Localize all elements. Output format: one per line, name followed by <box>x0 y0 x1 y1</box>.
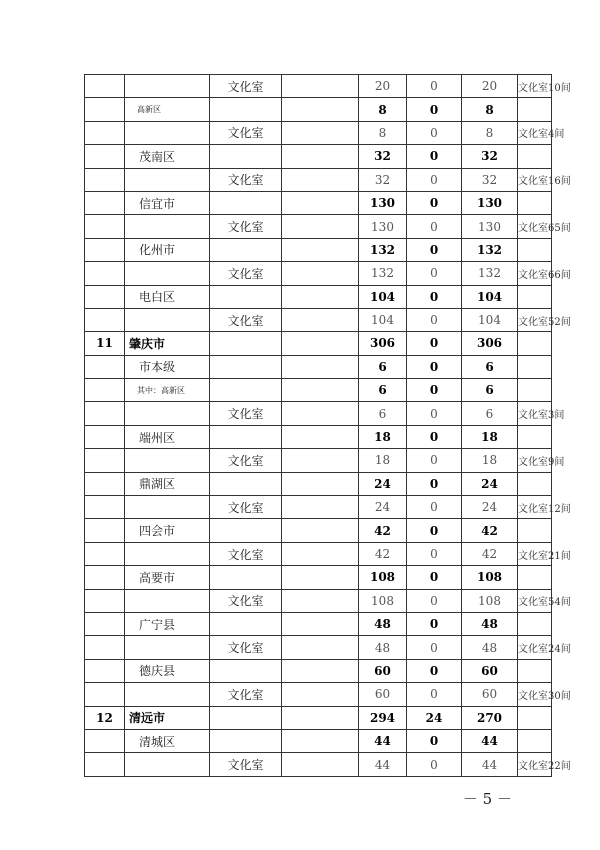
table-row <box>85 168 552 191</box>
row-number-cell <box>85 425 125 448</box>
total-cell: 6 <box>359 379 407 402</box>
remaining-cell: 6 <box>462 355 518 378</box>
blank-cell <box>282 121 359 144</box>
total-cell: 24 <box>359 472 407 495</box>
row-number-cell <box>85 75 125 98</box>
remaining-cell: 306 <box>462 332 518 355</box>
blank-cell <box>282 355 359 378</box>
item-type-cell <box>210 332 282 355</box>
total-cell: 130 <box>359 191 407 214</box>
blank-cell <box>282 566 359 589</box>
row-number-cell <box>85 683 125 706</box>
total-cell: 104 <box>359 285 407 308</box>
middle-value-cell: 0 <box>407 449 462 472</box>
table-row <box>85 145 552 168</box>
remaining-cell: 60 <box>462 683 518 706</box>
remaining-cell: 104 <box>462 285 518 308</box>
blank-cell <box>282 729 359 752</box>
note-cell <box>518 519 552 542</box>
region-name-cell: 德庆县 <box>125 659 210 682</box>
row-number-cell <box>85 215 125 238</box>
total-cell: 32 <box>359 145 407 168</box>
table-row <box>85 683 552 706</box>
row-number-cell <box>85 449 125 472</box>
region-name-cell <box>125 542 210 565</box>
region-name-cell <box>125 449 210 472</box>
remaining-cell: 130 <box>462 215 518 238</box>
item-type-cell <box>210 612 282 635</box>
middle-value-cell: 0 <box>407 636 462 659</box>
note-cell: 文化室66间 <box>518 262 552 285</box>
note-cell <box>518 98 552 121</box>
middle-value-cell: 0 <box>407 425 462 448</box>
blank-cell <box>282 612 359 635</box>
remaining-cell: 24 <box>462 496 518 519</box>
note-cell <box>518 659 552 682</box>
row-number-cell <box>85 168 125 191</box>
blank-cell <box>282 145 359 168</box>
row-number-cell: 11 <box>85 332 125 355</box>
table-row <box>85 285 552 308</box>
table-row <box>85 566 552 589</box>
region-name-cell <box>125 402 210 425</box>
item-type-cell: 文化室 <box>210 636 282 659</box>
remaining-cell: 104 <box>462 308 518 331</box>
blank-cell <box>282 215 359 238</box>
table-row <box>85 496 552 519</box>
region-name-cell <box>125 215 210 238</box>
middle-value-cell: 0 <box>407 753 462 776</box>
row-number-cell <box>85 589 125 612</box>
blank-cell <box>282 542 359 565</box>
remaining-cell: 132 <box>462 238 518 261</box>
middle-value-cell: 0 <box>407 542 462 565</box>
region-name-cell: 端州区 <box>125 425 210 448</box>
note-cell <box>518 145 552 168</box>
item-type-cell <box>210 566 282 589</box>
remaining-cell: 48 <box>462 636 518 659</box>
row-number-cell <box>85 379 125 402</box>
region-name-cell: 高新区 <box>125 98 210 121</box>
blank-cell <box>282 706 359 729</box>
blank-cell <box>282 753 359 776</box>
blank-cell <box>282 659 359 682</box>
region-name-cell: 其中：高新区 <box>125 379 210 402</box>
total-cell: 130 <box>359 215 407 238</box>
middle-value-cell: 0 <box>407 566 462 589</box>
item-type-cell: 文化室 <box>210 589 282 612</box>
total-cell: 294 <box>359 706 407 729</box>
allocation-table <box>84 74 571 777</box>
item-type-cell: 文化室 <box>210 308 282 331</box>
note-cell: 文化室54间 <box>518 589 552 612</box>
region-name-cell: 鼎湖区 <box>125 472 210 495</box>
total-cell: 42 <box>359 519 407 542</box>
remaining-cell: 270 <box>462 706 518 729</box>
middle-value-cell: 0 <box>407 612 462 635</box>
row-number-cell <box>85 472 125 495</box>
remaining-cell: 6 <box>462 379 518 402</box>
table-row <box>85 612 552 635</box>
row-number-cell <box>85 753 125 776</box>
note-cell: 文化室9间 <box>518 449 552 472</box>
row-number-cell <box>85 612 125 635</box>
note-cell: 文化室30间 <box>518 683 552 706</box>
row-number-cell <box>85 191 125 214</box>
middle-value-cell: 0 <box>407 355 462 378</box>
middle-value-cell: 0 <box>407 472 462 495</box>
note-cell <box>518 191 552 214</box>
total-cell: 48 <box>359 612 407 635</box>
item-type-cell: 文化室 <box>210 75 282 98</box>
remaining-cell: 18 <box>462 449 518 472</box>
table-row <box>85 379 552 402</box>
blank-cell <box>282 683 359 706</box>
item-type-cell <box>210 238 282 261</box>
table-row <box>85 75 552 98</box>
note-cell <box>518 238 552 261</box>
note-cell <box>518 472 552 495</box>
blank-cell <box>282 402 359 425</box>
remaining-cell: 32 <box>462 145 518 168</box>
region-name-cell: 市本级 <box>125 355 210 378</box>
note-cell <box>518 355 552 378</box>
row-number-cell <box>85 402 125 425</box>
middle-value-cell: 0 <box>407 659 462 682</box>
total-cell: 60 <box>359 659 407 682</box>
item-type-cell: 文化室 <box>210 449 282 472</box>
middle-value-cell: 0 <box>407 589 462 612</box>
remaining-cell: 18 <box>462 425 518 448</box>
row-number-cell <box>85 636 125 659</box>
note-cell: 文化室24间 <box>518 636 552 659</box>
middle-value-cell: 0 <box>407 332 462 355</box>
item-type-cell <box>210 98 282 121</box>
table-row <box>85 191 552 214</box>
note-cell <box>518 379 552 402</box>
middle-value-cell: 0 <box>407 191 462 214</box>
middle-value-cell: 0 <box>407 145 462 168</box>
region-name-cell: 茂南区 <box>125 145 210 168</box>
total-cell: 44 <box>359 729 407 752</box>
total-cell: 32 <box>359 168 407 191</box>
table-row <box>85 753 552 776</box>
middle-value-cell: 0 <box>407 121 462 144</box>
middle-value-cell: 0 <box>407 285 462 308</box>
total-cell: 108 <box>359 566 407 589</box>
row-number-cell: 12 <box>85 706 125 729</box>
table-row <box>85 332 552 355</box>
blank-cell <box>282 589 359 612</box>
note-cell <box>518 425 552 448</box>
item-type-cell <box>210 729 282 752</box>
region-name-cell: 清远市 <box>125 706 210 729</box>
table-row <box>85 402 552 425</box>
middle-value-cell: 24 <box>407 706 462 729</box>
item-type-cell: 文化室 <box>210 753 282 776</box>
note-cell: 文化室21间 <box>518 542 552 565</box>
blank-cell <box>282 168 359 191</box>
row-number-cell <box>85 659 125 682</box>
note-cell <box>518 706 552 729</box>
total-cell: 42 <box>359 542 407 565</box>
remaining-cell: 108 <box>462 589 518 612</box>
blank-cell <box>282 636 359 659</box>
table-row <box>85 706 552 729</box>
remaining-cell: 44 <box>462 729 518 752</box>
item-type-cell <box>210 145 282 168</box>
table-row <box>85 98 552 121</box>
row-number-cell <box>85 566 125 589</box>
total-cell: 132 <box>359 262 407 285</box>
middle-value-cell: 0 <box>407 729 462 752</box>
row-number-cell <box>85 238 125 261</box>
table-row <box>85 659 552 682</box>
item-type-cell: 文化室 <box>210 168 282 191</box>
blank-cell <box>282 332 359 355</box>
row-number-cell <box>85 262 125 285</box>
item-type-cell <box>210 425 282 448</box>
remaining-cell: 42 <box>462 542 518 565</box>
middle-value-cell: 0 <box>407 379 462 402</box>
note-cell: 文化室65间 <box>518 215 552 238</box>
note-cell: 文化室3间 <box>518 402 552 425</box>
middle-value-cell: 0 <box>407 519 462 542</box>
blank-cell <box>282 191 359 214</box>
note-cell: 文化室52间 <box>518 308 552 331</box>
region-name-cell <box>125 683 210 706</box>
item-type-cell <box>210 706 282 729</box>
region-name-cell <box>125 308 210 331</box>
total-cell: 48 <box>359 636 407 659</box>
remaining-cell: 8 <box>462 98 518 121</box>
table-row <box>85 215 552 238</box>
blank-cell <box>282 519 359 542</box>
note-cell: 文化室10间 <box>518 75 552 98</box>
note-cell: 文化室16间 <box>518 168 552 191</box>
remaining-cell: 60 <box>462 659 518 682</box>
remaining-cell: 24 <box>462 472 518 495</box>
remaining-cell: 132 <box>462 262 518 285</box>
note-cell <box>518 566 552 589</box>
region-name-cell <box>125 75 210 98</box>
region-name-cell: 四会市 <box>125 519 210 542</box>
item-type-cell: 文化室 <box>210 121 282 144</box>
remaining-cell: 32 <box>462 168 518 191</box>
row-number-cell <box>85 308 125 331</box>
row-number-cell <box>85 729 125 752</box>
region-name-cell <box>125 496 210 519</box>
item-type-cell: 文化室 <box>210 542 282 565</box>
item-type-cell <box>210 191 282 214</box>
region-name-cell <box>125 121 210 144</box>
table-row <box>85 729 552 752</box>
region-name-cell: 高要市 <box>125 566 210 589</box>
total-cell: 6 <box>359 402 407 425</box>
blank-cell <box>282 262 359 285</box>
middle-value-cell: 0 <box>407 402 462 425</box>
row-number-cell <box>85 355 125 378</box>
total-cell: 18 <box>359 449 407 472</box>
item-type-cell <box>210 285 282 308</box>
page-number: － 5 － <box>462 790 512 808</box>
total-cell: 20 <box>359 75 407 98</box>
item-type-cell <box>210 659 282 682</box>
table-row <box>85 425 552 448</box>
allocation-table-body <box>85 75 571 777</box>
remaining-cell: 6 <box>462 402 518 425</box>
note-cell: 文化室12间 <box>518 496 552 519</box>
total-cell: 60 <box>359 683 407 706</box>
item-type-cell <box>210 519 282 542</box>
item-type-cell: 文化室 <box>210 262 282 285</box>
region-name-cell <box>125 168 210 191</box>
table-row <box>85 449 552 472</box>
total-cell: 8 <box>359 98 407 121</box>
row-number-cell <box>85 496 125 519</box>
middle-value-cell: 0 <box>407 308 462 331</box>
note-cell: 文化室4间 <box>518 121 552 144</box>
region-name-cell: 化州市 <box>125 238 210 261</box>
note-cell <box>518 612 552 635</box>
total-cell: 44 <box>359 753 407 776</box>
middle-value-cell: 0 <box>407 75 462 98</box>
region-name-cell <box>125 262 210 285</box>
region-name-cell <box>125 753 210 776</box>
region-name-cell: 电白区 <box>125 285 210 308</box>
note-cell <box>518 729 552 752</box>
item-type-cell: 文化室 <box>210 402 282 425</box>
table-row <box>85 636 552 659</box>
note-cell: 文化室22间 <box>518 753 552 776</box>
remaining-cell: 48 <box>462 612 518 635</box>
item-type-cell <box>210 379 282 402</box>
row-number-cell <box>85 519 125 542</box>
region-name-cell: 信宜市 <box>125 191 210 214</box>
middle-value-cell: 0 <box>407 496 462 519</box>
total-cell: 108 <box>359 589 407 612</box>
region-name-cell <box>125 589 210 612</box>
table-row <box>85 121 552 144</box>
blank-cell <box>282 238 359 261</box>
blank-cell <box>282 285 359 308</box>
blank-cell <box>282 496 359 519</box>
middle-value-cell: 0 <box>407 238 462 261</box>
row-number-cell <box>85 285 125 308</box>
remaining-cell: 108 <box>462 566 518 589</box>
table-row <box>85 355 552 378</box>
item-type-cell <box>210 472 282 495</box>
remaining-cell: 130 <box>462 191 518 214</box>
blank-cell <box>282 425 359 448</box>
row-number-cell <box>85 542 125 565</box>
blank-cell <box>282 449 359 472</box>
table-row <box>85 238 552 261</box>
total-cell: 104 <box>359 308 407 331</box>
table-row <box>85 542 552 565</box>
middle-value-cell: 0 <box>407 168 462 191</box>
item-type-cell: 文化室 <box>210 683 282 706</box>
total-cell: 24 <box>359 496 407 519</box>
blank-cell <box>282 472 359 495</box>
table-row <box>85 262 552 285</box>
row-number-cell <box>85 98 125 121</box>
blank-cell <box>282 98 359 121</box>
region-name-cell: 肇庆市 <box>125 332 210 355</box>
remaining-cell: 42 <box>462 519 518 542</box>
remaining-cell: 20 <box>462 75 518 98</box>
total-cell: 306 <box>359 332 407 355</box>
middle-value-cell: 0 <box>407 683 462 706</box>
middle-value-cell: 0 <box>407 98 462 121</box>
table-row <box>85 308 552 331</box>
note-cell <box>518 285 552 308</box>
total-cell: 6 <box>359 355 407 378</box>
blank-cell <box>282 308 359 331</box>
region-name-cell <box>125 636 210 659</box>
middle-value-cell: 0 <box>407 262 462 285</box>
region-name-cell: 清城区 <box>125 729 210 752</box>
table-row <box>85 472 552 495</box>
total-cell: 132 <box>359 238 407 261</box>
row-number-cell <box>85 145 125 168</box>
row-number-cell <box>85 121 125 144</box>
middle-value-cell: 0 <box>407 215 462 238</box>
total-cell: 18 <box>359 425 407 448</box>
table-row <box>85 589 552 612</box>
blank-cell <box>282 379 359 402</box>
remaining-cell: 44 <box>462 753 518 776</box>
note-cell <box>518 332 552 355</box>
total-cell: 8 <box>359 121 407 144</box>
table-row <box>85 519 552 542</box>
blank-cell <box>282 75 359 98</box>
region-name-cell: 广宁县 <box>125 612 210 635</box>
item-type-cell: 文化室 <box>210 496 282 519</box>
item-type-cell <box>210 355 282 378</box>
item-type-cell: 文化室 <box>210 215 282 238</box>
remaining-cell: 8 <box>462 121 518 144</box>
